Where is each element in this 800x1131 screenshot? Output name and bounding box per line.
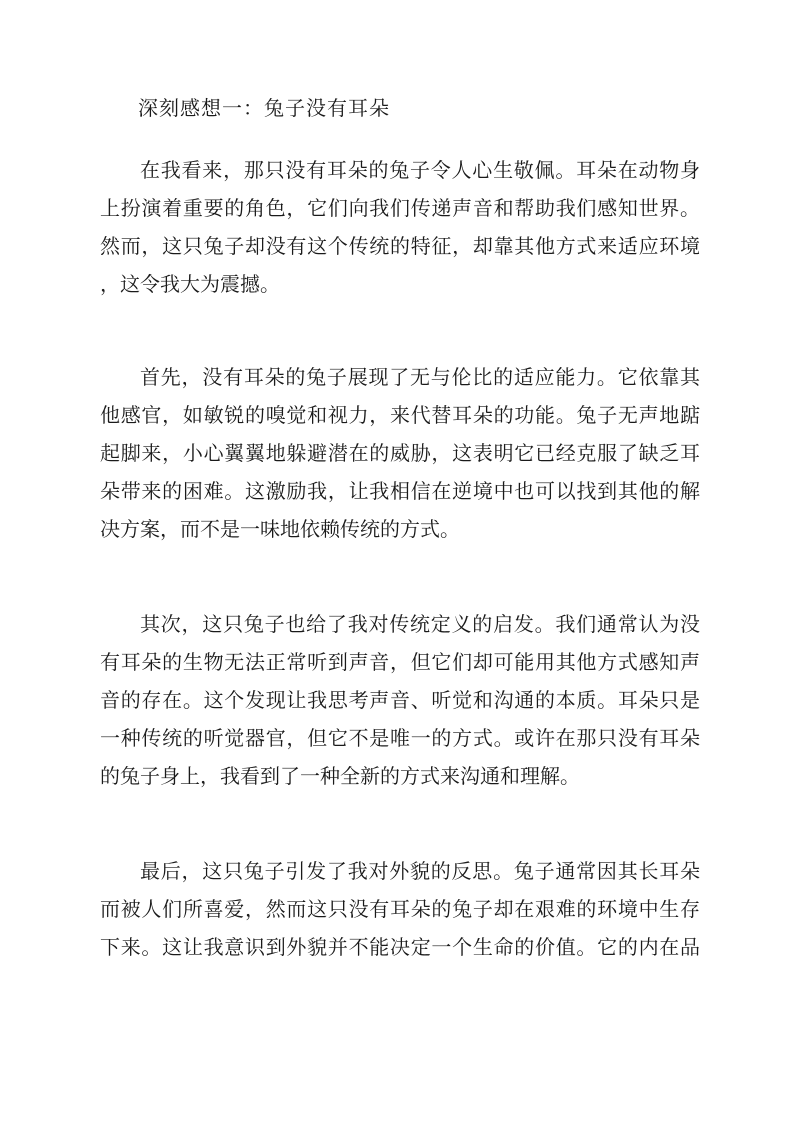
paragraph-line: 决方案，而不是一味地依赖传统的方式。	[100, 517, 460, 541]
paragraph-line: 起脚来，小心翼翼地躲避潜在的威胁，这表明它已经克服了缺乏耳	[100, 441, 700, 465]
paragraph-3	[100, 605, 700, 795]
paragraph-line: 音的存在。这个发现让我思考声音、听觉和沟通的本质。耳朵只是	[100, 688, 700, 712]
paragraph-line: 下来。这让我意识到外貌并不能决定一个生命的价值。它的内在品	[100, 935, 700, 959]
paragraph-line: 上扮演着重要的角色，它们向我们传递声音和帮助我们感知世界。	[100, 196, 700, 220]
paragraph-2	[100, 358, 700, 548]
paragraph-line: 然而，这只兔子却没有这个传统的特征，却靠其他方式来适应环境	[100, 234, 700, 258]
paragraph-line: 最后，这只兔子引发了我对外貌的反思。兔子通常因其长耳朵	[140, 859, 700, 883]
paragraph-line: 有耳朵的生物无法正常听到声音，但它们却可能用其他方式感知声	[100, 650, 700, 674]
paragraph-line: 在我看来，那只没有耳朵的兔子令人心生敬佩。耳朵在动物身	[140, 158, 700, 182]
paragraph-line: 朵带来的困难。这激励我，让我相信在逆境中也可以找到其他的解	[100, 479, 700, 503]
paragraph-line: 一种传统的听觉器官，但它不是唯一的方式。或许在那只没有耳朵	[100, 726, 700, 750]
document-heading: 深刻感想一：兔子没有耳朵	[138, 96, 390, 120]
paragraph-line: 的兔子身上，我看到了一种全新的方式来沟通和理解。	[100, 764, 580, 788]
paragraph-line: 他感官，如敏锐的嗅觉和视力，来代替耳朵的功能。兔子无声地踮	[100, 403, 700, 427]
paragraph-line: 首先，没有耳朵的兔子展现了无与伦比的适应能力。它依靠其	[140, 365, 700, 389]
paragraph-1	[100, 151, 700, 303]
paragraph-line: ，这令我大为震撼。	[100, 272, 280, 296]
paragraph-line: 其次，这只兔子也给了我对传统定义的启发。我们通常认为没	[140, 612, 700, 636]
paragraph-4	[100, 852, 700, 966]
paragraph-line: 而被人们所喜爱，然而这只没有耳朵的兔子却在艰难的环境中生存	[100, 897, 700, 921]
